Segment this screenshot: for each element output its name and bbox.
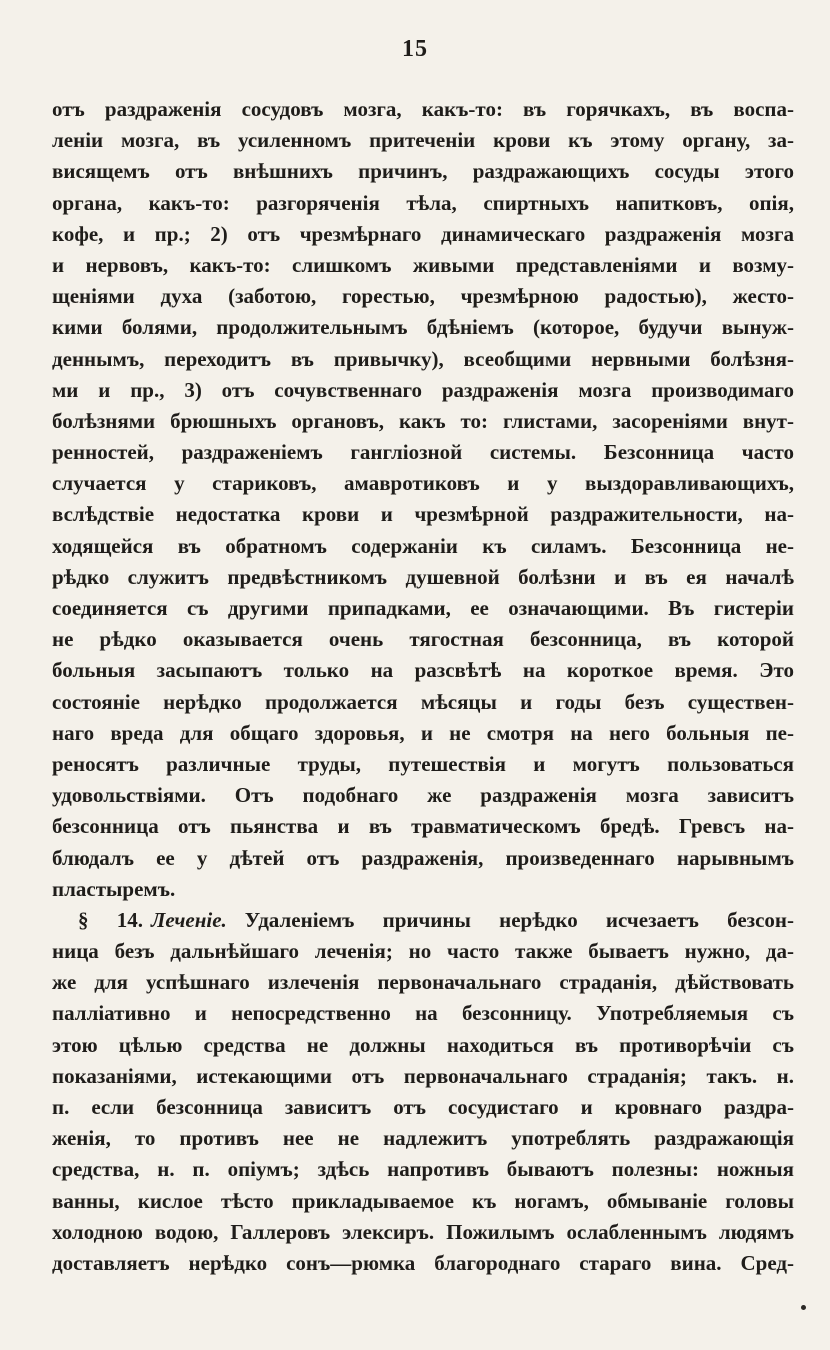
- text-line: болѣзнями брюшныхъ органовъ, какъ то: глистами, засореніями внут-: [52, 408, 794, 433]
- text-line: и нервовъ, какъ-то: слишкомъ живыми представленіями и возму-: [52, 252, 794, 277]
- section-number: § 14.: [78, 907, 143, 932]
- ink-speck: [801, 1305, 806, 1310]
- text-line: же для успѣшнаго излеченія первоначальнаго страданія, дѣйствовать: [52, 970, 794, 995]
- text-line: случается у стариковъ, амавротиковъ и у выздоравливающихъ,: [52, 471, 794, 496]
- text-line: больныя засыпаютъ только на разсвѣтѣ на короткое время. Это: [52, 658, 794, 683]
- section-first-line-text: Удаленіемъ причины нерѣдко исчезаетъ безсон-: [244, 907, 794, 932]
- page-number: 15: [402, 36, 428, 62]
- text-line: п. если безсонница зависитъ отъ сосудистаго и кровнаго раздра-: [52, 1095, 794, 1119]
- text-line: соединяется съ другими припадками, ее означающими. Въ гистеріи: [52, 596, 794, 620]
- text-line: вслѣдствіе недостатка крови и чрезмѣрной раздражительности, на-: [52, 502, 794, 527]
- text-line: ница безъ дальнѣйшаго леченія; но часто также бываетъ нужно, да-: [52, 939, 794, 964]
- text-line: не рѣдко оказывается очень тягостная безсонница, въ которой: [52, 627, 794, 652]
- text-line: холодною водою, Галлеровъ элексиръ. Пожилымъ ослабленнымъ людямъ: [52, 1219, 794, 1244]
- text-line: органа, какъ-то: разгоряченія тѣла, спиртныхъ напитковъ, опія,: [52, 190, 794, 215]
- section-14: [52, 905, 794, 1279]
- section-title: Леченіе.: [150, 907, 227, 932]
- text-line: реносятъ различные труды, путешествія и могутъ пользоваться: [52, 751, 794, 776]
- text-line: ходящейся въ обратномъ содержаніи къ силамъ. Безсонница не-: [52, 533, 794, 558]
- text-line: деннымъ, переходитъ въ привычку), всеобщими нервными болѣзня-: [52, 346, 794, 371]
- text-line: женія, то противъ нее не надлежитъ употреблять раздражающія: [52, 1126, 794, 1151]
- text-line: состояніе нерѣдко продолжается мѣсяцы и годы безъ существен-: [52, 689, 794, 714]
- text-line: палліативно и непосредственно на безсонницу. Употребляемыя съ: [52, 1001, 794, 1026]
- text-line: отъ раздраженія сосудовъ мозга, какъ-то: въ горячкахъ, въ воспа-: [52, 97, 794, 121]
- text-line: леніи мозга, въ усиленномъ притеченіи крови къ этому органу, за-: [52, 128, 794, 153]
- text-line: щеніями духа (заботою, горестью, чрезмѣрною радостью), жесто-: [52, 284, 794, 309]
- text-line: доставляетъ нерѣдко сонъ—рюмка благороднаго стараго вина. Сред-: [52, 1250, 794, 1275]
- section-first-line: [52, 905, 794, 936]
- text-line: висящемъ отъ внѣшнихъ причинъ, раздражающихъ сосуды этого: [52, 159, 794, 184]
- text-line: ванны, кислое тѣсто прикладываемое къ ногамъ, обмываніе головы: [52, 1188, 794, 1213]
- text-line: наго вреда для общаго здоровья, и не смотря на него больныя пе-: [52, 720, 794, 745]
- text-line: кофе, и пр.; 2) отъ чрезмѣрнаго динамическаго раздраженія мозга: [52, 221, 794, 246]
- text-line: удовольствіями. Отъ подобнаго же раздраженія мозга зависитъ: [52, 783, 794, 808]
- text-line: ренностей, раздраженіемъ ганглiозной системы. Безсонница часто: [52, 440, 794, 465]
- text-line: кими болями, продолжительнымъ бдѣніемъ (которое, будучи вынуж-: [52, 315, 794, 340]
- paragraph: [52, 94, 794, 905]
- text-line: показаніями, истекающими отъ первоначальнаго страданія; такъ. н.: [52, 1063, 794, 1088]
- text-line: ми и пр., 3) отъ сочувственнаго раздраженія мозга производимаго: [52, 377, 794, 402]
- text-line: рѣдко служитъ предвѣстникомъ душевной болѣзни и въ ея началѣ: [52, 564, 794, 589]
- body-text: [52, 94, 794, 1279]
- text-line: безсонница отъ пьянства и въ травматическомъ бредѣ. Гревсъ на-: [52, 814, 794, 839]
- text-line: этою цѣлью средства не должны находиться въ противорѣчіи съ: [52, 1032, 794, 1057]
- text-line: средства, н. п. опіумъ; здѣсь напротивъ бываютъ полезны: ножныя: [52, 1157, 794, 1182]
- text-line: пластыремъ.: [52, 876, 176, 901]
- text-line: блюдалъ ее у дѣтей отъ раздраженія, произведеннаго нарывнымъ: [52, 845, 794, 870]
